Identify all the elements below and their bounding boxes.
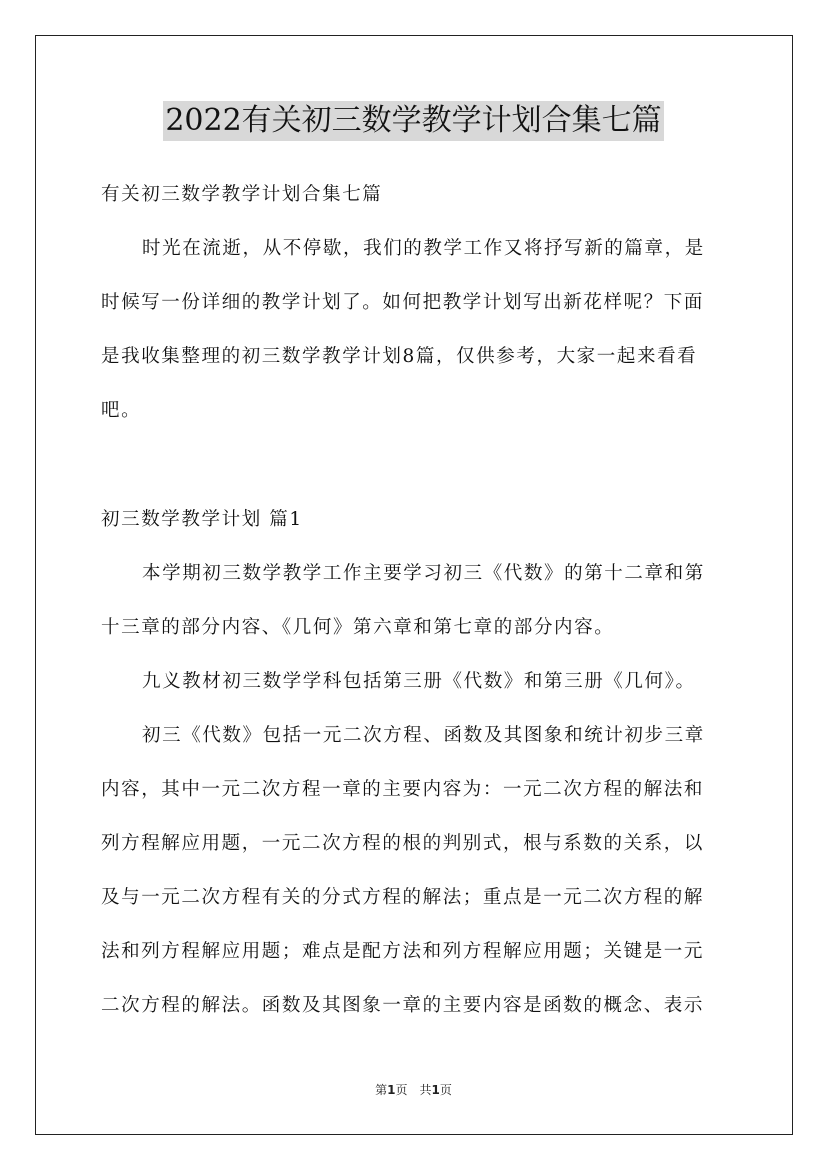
footer-mid: 页 共 — [395, 1083, 432, 1097]
section-heading: 初三数学教学计划 篇1 — [101, 509, 303, 530]
footer-suffix: 页 — [439, 1083, 452, 1097]
footer-page-number: 1 — [387, 1083, 396, 1097]
paragraph-line: 是我收集整理的初三数学教学计划8篇，仅供参考，大家一起来看看 — [101, 346, 698, 367]
paragraph-line: 时光在流逝，从不停歇，我们的教学工作又将抒写新的篇章，是 — [142, 238, 705, 259]
document-title: 2022有关初三数学教学计划合集七篇 — [163, 101, 663, 141]
subtitle-line: 有关初三数学教学计划合集七篇 — [101, 184, 383, 205]
paragraph-line: 内容，其中一元二次方程一章的主要内容为：一元二次方程的解法和 — [101, 779, 705, 800]
footer-prefix: 第 — [375, 1083, 388, 1097]
paragraph-line: 法和列方程解应用题；难点是配方法和列方程解应用题；关键是一元 — [101, 941, 705, 962]
paragraph-line: 初三《代数》包括一元二次方程、函数及其图象和统计初步三章 — [142, 725, 705, 746]
paragraph-line: 列方程解应用题，一元二次方程的根的判别式，根与系数的关系，以 — [101, 833, 705, 854]
paragraph-line: 及与一元二次方程有关的分式方程的解法；重点是一元二次方程的解 — [101, 887, 705, 908]
page-footer — [0, 1082, 827, 1098]
paragraph-line: 时候写一份详细的教学计划了。如何把教学计划写出新花样呢？下面 — [101, 292, 705, 313]
title-container — [0, 101, 827, 141]
footer-page-total: 1 — [431, 1083, 440, 1097]
paragraph-line: 十三章的部分内容、《几何》第六章和第七章的部分内容。 — [101, 617, 615, 638]
paragraph-line: 本学期初三数学教学工作主要学习初三《代数》的第十二章和第 — [142, 563, 705, 584]
paragraph-line: 吧。 — [101, 400, 142, 421]
paragraph-line: 二次方程的解法。函数及其图象一章的主要内容是函数的概念、表示 — [101, 995, 705, 1016]
paragraph-line: 九义教材初三数学学科包括第三册《代数》和第三册《几何》。 — [142, 671, 696, 692]
